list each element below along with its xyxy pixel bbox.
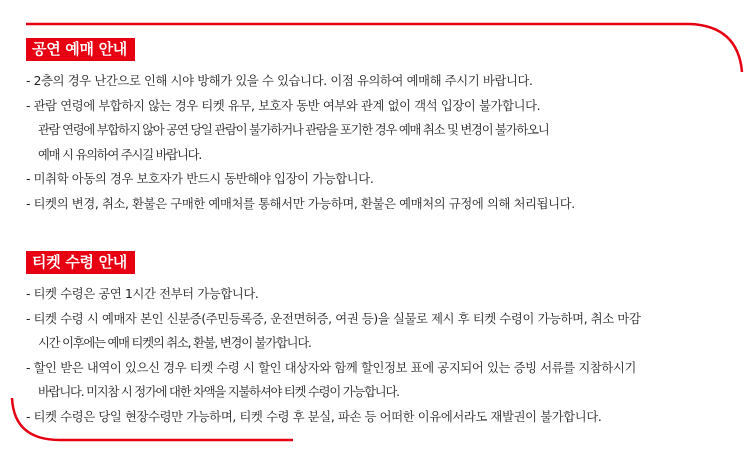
notice-line: - 티켓 수령은 당일 현장수령만 가능하며, 티켓 수령 후 분실, 파손 등 어떠한 이유에서라도 재발권이 불가합니다.: [26, 409, 602, 424]
notice-list: [26, 282, 741, 429]
notice-item: [26, 307, 741, 356]
notice-item: [26, 94, 741, 168]
notice-item: [26, 405, 741, 430]
notice-line-continued: 예매 시 유의하여 주시길 바랍니다.: [38, 147, 202, 162]
ticket-pickup-notice: [26, 251, 741, 429]
notice-line-continued: 관람 연령에 부합하지 않아 공연 당일 관람이 불가하거나 관람을 포기한 경우 예매 취소 및 변경이 불가하오니: [38, 123, 549, 137]
notice-line: - 티켓의 변경, 취소, 환불은 구매한 예매처를 통해서만 가능하며, 환불은 예매처의 규정에 의해 처리됩니다.: [26, 196, 575, 211]
notice-line: - 관람 연령에 부합하지 않는 경우 티켓 유무, 보호자 동반 여부와 관계 없이 객석 입장이 불가합니다.: [26, 98, 541, 113]
notice-line: - 미취학 아동의 경우 보호자가 반드시 동반해야 입장이 가능합니다.: [26, 172, 374, 186]
performance-booking-notice: [26, 38, 741, 216]
notice-line-continued: 바랍니다. 미지참 시 정가에 대한 차액을 지불하셔야 티켓 수령이 가능합니다.: [38, 385, 399, 399]
notice-item: [26, 282, 741, 307]
notice-item: [26, 69, 741, 94]
notice-item: [26, 356, 741, 405]
notice-line: - 티켓 수령 시 예매자 본인 신분증(주민등록증, 운전면허증, 여권 등)을 실물로 제시 후 티켓 수령이 가능하며, 취소 마감: [26, 311, 641, 326]
section-heading: 티켓 수령 안내: [26, 251, 135, 274]
notice-line: - 할인 받은 내역이 있으신 경우 티켓 수령 시 할인 대상자와 함께 할인정보 표에 공지되어 있는 증빙 서류를 지참하시기: [26, 360, 637, 375]
notice-line: - 2층의 경우 난간으로 인해 시야 방해가 있을 수 있습니다. 이점 유의하여 예매해 주시기 바랍니다.: [26, 74, 533, 88]
notice-list: [26, 69, 741, 216]
notice-item: [26, 167, 741, 192]
section-heading: 공연 예매 안내: [26, 38, 135, 61]
notice-item: [26, 192, 741, 217]
notice-line: - 티켓 수령은 공연 1시간 전부터 가능합니다.: [26, 287, 259, 301]
notice-line-continued: 시간 이후에는 예매 티켓의 취소, 환불, 변경이 불가합니다.: [38, 336, 311, 350]
